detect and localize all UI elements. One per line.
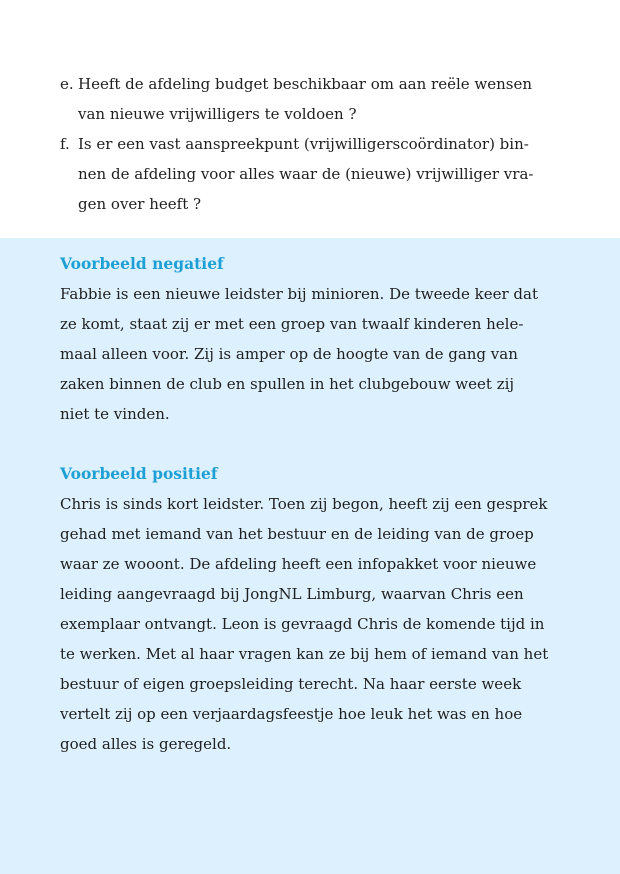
positive-example bbox=[60, 459, 570, 759]
negative-example bbox=[60, 249, 570, 429]
paragraph-line: vertelt zij op een verjaardagsfeestje hoe leuk het was en hoe bbox=[60, 705, 523, 723]
question-item-e bbox=[60, 69, 560, 129]
paragraph-line: gehad met iemand van het bestuur en de leiding van de groep bbox=[60, 525, 534, 543]
paragraph-line: bestuur of eigen groepsleiding terecht. Na haar eerste week bbox=[60, 675, 522, 693]
paragraph-line: niet te vinden. bbox=[60, 405, 170, 423]
list-marker: e. bbox=[60, 75, 74, 93]
question-item-f bbox=[60, 129, 560, 219]
paragraph-line: te werken. Met al haar vragen kan ze bij hem of iemand van het bbox=[60, 645, 549, 663]
question-line: van nieuwe vrijwilligers te voldoen ? bbox=[78, 105, 357, 123]
paragraph-line: exemplaar ontvangt. Leon is gevraagd Chris de komende tijd in bbox=[60, 615, 545, 633]
paragraph-line: Fabbie is een nieuwe leidster bij minioren. De tweede keer dat bbox=[60, 285, 538, 303]
paragraph-line: goed alles is geregeld. bbox=[60, 735, 232, 753]
question-line: nen de afdeling voor alles waar de (nieuwe) vrijwilliger vra- bbox=[78, 165, 534, 183]
paragraph-line: Chris is sinds kort leidster. Toen zij begon, heeft zij een gesprek bbox=[60, 495, 548, 513]
paragraph-line: maal alleen voor. Zij is amper op de hoogte van de gang van bbox=[60, 345, 518, 363]
examples-panel bbox=[0, 238, 620, 874]
question-line: Is er een vast aanspreekpunt (vrijwilligerscoördinator) bin- bbox=[78, 135, 529, 153]
questions-section bbox=[0, 0, 620, 238]
list-marker: f. bbox=[60, 135, 70, 153]
negative-example-body bbox=[60, 279, 570, 429]
positive-example-body bbox=[60, 489, 570, 759]
positive-example-heading: Voorbeeld positief bbox=[60, 464, 218, 483]
paragraph-line: ze komt, staat zij er met een groep van twaalf kinderen hele- bbox=[60, 315, 524, 333]
paragraph-line: waar ze wooont. De afdeling heeft een infopakket voor nieuwe bbox=[60, 555, 537, 573]
paragraph-line: zaken binnen de club en spullen in het clubgebouw weet zij bbox=[60, 375, 515, 393]
question-line: gen over heeft ? bbox=[78, 195, 202, 213]
paragraph-line: leiding aangevraagd bij JongNL Limburg, waarvan Chris een bbox=[60, 585, 524, 603]
question-list bbox=[60, 69, 560, 219]
negative-example-heading: Voorbeeld negatief bbox=[60, 254, 224, 273]
question-line: Heeft de afdeling budget beschikbaar om aan reële wensen bbox=[78, 75, 533, 93]
